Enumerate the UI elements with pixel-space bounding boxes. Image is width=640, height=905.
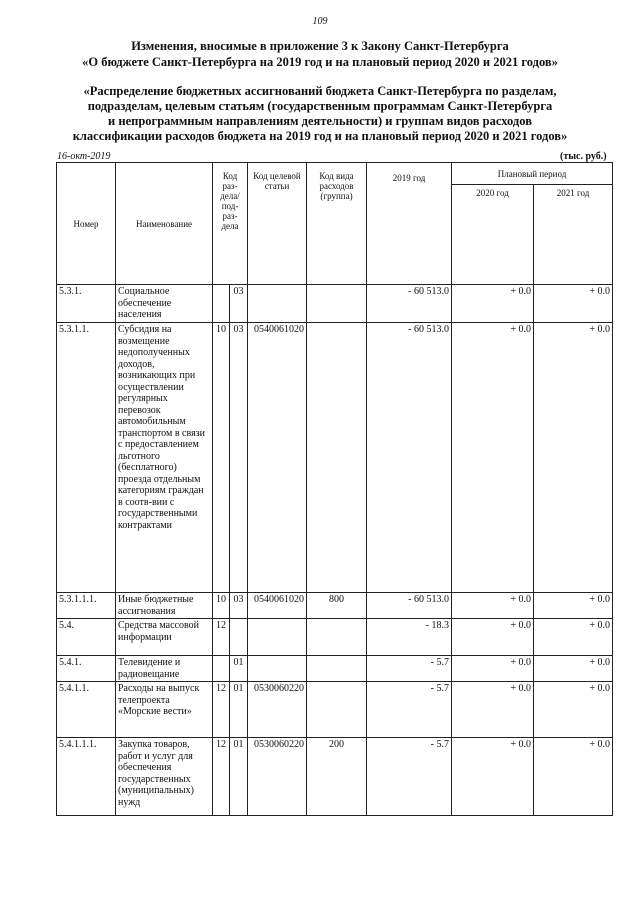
table-row — [57, 656, 613, 682]
row-value-2019: - 60 513.0 — [367, 593, 452, 619]
row-name: Телевидение и радиовещание — [116, 656, 213, 682]
row-value-2019: - 5.7 — [367, 656, 452, 682]
row-value-2019: - 5.7 — [367, 738, 452, 816]
row-name: Социальное обеспечение населения — [116, 285, 213, 323]
header-section-code: Код раз-дела/ под-раз-дела — [213, 163, 248, 285]
row-podrazdel-code: 01 — [230, 656, 248, 682]
row-value-2021: + 0.0 — [534, 593, 613, 619]
row-value-2021: + 0.0 — [534, 656, 613, 682]
row-target-code: 0540061020 — [248, 593, 307, 619]
row-expense-type-code — [307, 323, 367, 593]
row-name: Иные бюджетные ассигнования — [116, 593, 213, 619]
row-podrazdel-code — [230, 619, 248, 656]
header-2020: 2020 год — [452, 185, 534, 285]
row-number: 5.4.1.1. — [57, 682, 116, 738]
row-value-2019: - 60 513.0 — [367, 323, 452, 593]
subtitle-line-3: и непрограммным направлениям деятельности) и группам видов расходов — [108, 114, 532, 128]
row-value-2021: + 0.0 — [534, 738, 613, 816]
row-value-2020: + 0.0 — [452, 593, 534, 619]
document-date: 16-окт-2019 — [57, 151, 111, 162]
row-value-2019: - 18.3 — [367, 619, 452, 656]
table-row — [57, 738, 613, 816]
row-value-2019: - 60 513.0 — [367, 285, 452, 323]
header-planned-period: Плановый период — [452, 163, 613, 185]
row-razdel-code: 10 — [213, 323, 230, 593]
row-expense-type-code — [307, 656, 367, 682]
header-target-code: Код целевой статьи — [248, 163, 307, 285]
row-target-code — [248, 656, 307, 682]
row-target-code: 0530060220 — [248, 738, 307, 816]
title-line-2: «О бюджете Санкт-Петербурга на 2019 год и на плановый период 2020 и 2021 годов» — [82, 55, 558, 69]
row-target-code — [248, 285, 307, 323]
page-number: 109 — [312, 16, 328, 27]
row-target-code: 0540061020 — [248, 323, 307, 593]
row-target-code — [248, 619, 307, 656]
title-line-1: Изменения, вносимые в приложение 3 к Закону Санкт-Петербурга — [131, 39, 509, 53]
row-expense-type-code — [307, 682, 367, 738]
row-podrazdel-code: 03 — [230, 593, 248, 619]
row-value-2020: + 0.0 — [452, 656, 534, 682]
row-expense-type-code: 800 — [307, 593, 367, 619]
header-2019: 2019 год — [367, 163, 452, 285]
row-number: 5.3.1.1. — [57, 323, 116, 593]
subtitle-line-4: классификации расходов бюджета на 2019 год и на плановый период 2020 и 2021 годов» — [72, 129, 568, 143]
row-value-2021: + 0.0 — [534, 682, 613, 738]
header-2021: 2021 год — [534, 185, 613, 285]
subtitle-line-2: подразделам, целевым статьям (государственным программам Санкт-Петербурга — [87, 99, 553, 113]
row-podrazdel-code: 03 — [230, 323, 248, 593]
row-number: 5.3.1.1.1. — [57, 593, 116, 619]
row-name: Расходы на выпуск телепроекта «Морские вести» — [116, 682, 213, 738]
row-razdel-code — [213, 656, 230, 682]
header-name: Наименование — [116, 163, 213, 285]
table-row — [57, 682, 613, 738]
row-value-2020: + 0.0 — [452, 285, 534, 323]
row-name: Субсидия на возмещение недополученных доходов, возникающих при осуществлении регулярных перевозок автомобильным транспортом в связи с предоставлением льготного (бесплатного) проезда отдельным категориям граждан в соотв-вии с государственными контрактами — [116, 323, 213, 593]
row-razdel-code: 12 — [213, 682, 230, 738]
row-value-2020: + 0.0 — [452, 619, 534, 656]
row-razdel-code — [213, 285, 230, 323]
row-name: Средства массовой информации — [116, 619, 213, 656]
table-row — [57, 593, 613, 619]
row-razdel-code: 12 — [213, 738, 230, 816]
subtitle-line-1: «Распределение бюджетных ассигнований бюджета Санкт-Петербурга по разделам, — [83, 84, 557, 98]
row-value-2020: + 0.0 — [452, 682, 534, 738]
row-number: 5.4.1.1.1. — [57, 738, 116, 816]
table-row — [57, 285, 613, 323]
budget-table — [56, 162, 613, 816]
row-expense-type-code — [307, 285, 367, 323]
row-podrazdel-code: 01 — [230, 682, 248, 738]
table-row — [57, 619, 613, 656]
row-value-2020: + 0.0 — [452, 323, 534, 593]
row-number: 5.4.1. — [57, 656, 116, 682]
units-label: (тыс. руб.) — [560, 151, 607, 162]
row-number: 5.4. — [57, 619, 116, 656]
row-name: Закупка товаров, работ и услуг для обеспечения государственных (муниципальных) нужд — [116, 738, 213, 816]
row-expense-type-code: 200 — [307, 738, 367, 816]
row-razdel-code: 10 — [213, 593, 230, 619]
row-podrazdel-code: 01 — [230, 738, 248, 816]
row-target-code: 0530060220 — [248, 682, 307, 738]
row-value-2021: + 0.0 — [534, 285, 613, 323]
header-number: Номер — [57, 163, 116, 285]
row-value-2021: + 0.0 — [534, 323, 613, 593]
row-podrazdel-code: 03 — [230, 285, 248, 323]
row-number: 5.3.1. — [57, 285, 116, 323]
header-expense-type-code: Код вида расходов (группа) — [307, 163, 367, 285]
row-value-2021: + 0.0 — [534, 619, 613, 656]
table-row — [57, 323, 613, 593]
row-razdel-code: 12 — [213, 619, 230, 656]
row-expense-type-code — [307, 619, 367, 656]
row-value-2019: - 5.7 — [367, 682, 452, 738]
row-value-2020: + 0.0 — [452, 738, 534, 816]
